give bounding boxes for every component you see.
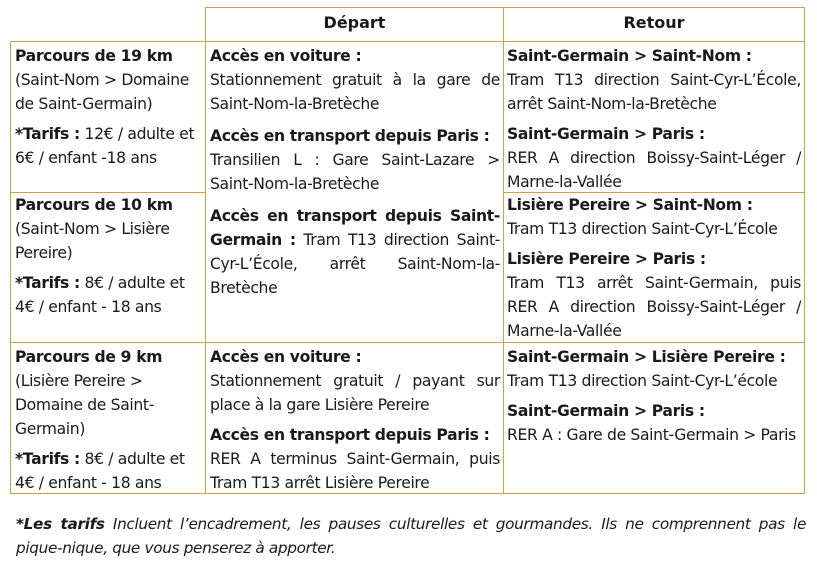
access-text: Transilien L : Gare Saint-Lazare > Saint-Nom-la-Bretèche: [210, 151, 500, 193]
route-description: (Lisière Pereire > Domaine de Saint-Germain): [15, 372, 154, 438]
access-label: Accès en voiture :: [210, 348, 362, 366]
route-title: Parcours de 10 km: [15, 196, 173, 214]
retour-text: RER A : Gare de Saint-Germain > Paris: [507, 426, 796, 444]
access-label: Accès en transport depuis Paris :: [210, 127, 490, 145]
retour-text: RER A direction Boissy-Saint-Léger / Marne-la-Vallée: [507, 149, 801, 191]
retour-text: Tram T13 direction Saint-Cyr-L’École, arrêt Saint-Nom-la-Bretèche: [507, 71, 801, 113]
tarifs-text: 8€ / adulte et 4€ / enfant - 18 ans: [15, 450, 185, 492]
retour-text: Tram T13 arrêt Saint-Germain, puis RER A direction Boissy-Saint-Léger / Marne-la-Vallée: [507, 274, 801, 340]
access-label: Accès en voiture :: [210, 47, 362, 65]
table-divider-2: [503, 7, 504, 494]
route-description: (Saint-Nom > Lisière Pereire): [15, 220, 170, 262]
header-depart: Départ: [323, 13, 386, 32]
retour-label: Lisière Pereire > Paris :: [507, 250, 706, 268]
route-title: Parcours de 9 km: [15, 348, 163, 366]
retour-cell-9km: [507, 345, 801, 447]
route-cell-10km: [15, 193, 203, 319]
tarifs-label: *Tarifs :: [15, 450, 80, 468]
tarifs-label: *Tarifs :: [15, 274, 80, 292]
route-cell-9km: [15, 345, 203, 495]
table-border-left: [10, 41, 11, 494]
table-border-right: [804, 7, 805, 494]
retour-text: Tram T13 direction Saint-Cyr-L’École: [507, 220, 778, 238]
route-description: (Saint-Nom > Domaine de Saint-Germain): [15, 71, 189, 113]
access-text: Tram T13 direction Saint-Cyr-L’École, arrêt Saint-Nom-la-Bretèche: [210, 231, 500, 297]
access-label: Accès en transport depuis Saint-Germain :: [210, 207, 500, 249]
route-pricing: [15, 122, 203, 170]
access-label: Accès en transport depuis Paris :: [210, 426, 490, 444]
footnote-label: *Les tarifs: [16, 515, 105, 533]
route-cell-19km: [15, 44, 203, 170]
retour-label: Lisière Pereire > Saint-Nom :: [507, 196, 753, 214]
tarifs-text: 12€ / adulte et 6€ / enfant -18 ans: [15, 125, 195, 167]
retour-label: Saint-Germain > Paris :: [507, 125, 705, 143]
access-text: Stationnement gratuit à la gare de Saint-Nom-la-Bretèche: [210, 71, 500, 113]
access-text: RER A terminus Saint-Germain, puis Tram T13 arrêt Lisière Pereire: [210, 450, 500, 492]
table-border-top: [205, 7, 805, 8]
depart-cell-lisiere: [210, 345, 500, 495]
route-title: Parcours de 19 km: [15, 47, 173, 65]
retour-label: Saint-Germain > Saint-Nom :: [507, 47, 752, 65]
retour-cell-19km: [507, 44, 801, 194]
tarifs-text: 8€ / adulte et 4€ / enfant - 18 ans: [15, 274, 185, 316]
header-rule: [10, 41, 805, 42]
transport-table: [10, 7, 805, 494]
route-pricing: [15, 447, 203, 495]
tarifs-label: *Tarifs :: [15, 125, 80, 143]
footnote: [16, 512, 806, 560]
access-text: Stationnement gratuit / payant sur place à la gare Lisière Pereire: [210, 372, 500, 414]
header-retour: Retour: [623, 13, 685, 32]
retour-label: Saint-Germain > Lisière Pereire :: [507, 348, 786, 366]
footnote-text: Incluent l’encadrement, les pauses culturelles et gourmandes. Ils ne comprennent pas le pique-nique, que vous penserez à apporter.: [16, 515, 806, 557]
access-paragraph: [210, 204, 500, 300]
depart-cell-saint-nom: [210, 44, 500, 300]
retour-cell-10km: [507, 193, 801, 343]
table-divider-1: [205, 7, 206, 494]
route-pricing: [15, 271, 203, 319]
retour-text: Tram T13 direction Saint-Cyr-L’école: [507, 372, 778, 390]
retour-label: Saint-Germain > Paris :: [507, 402, 705, 420]
